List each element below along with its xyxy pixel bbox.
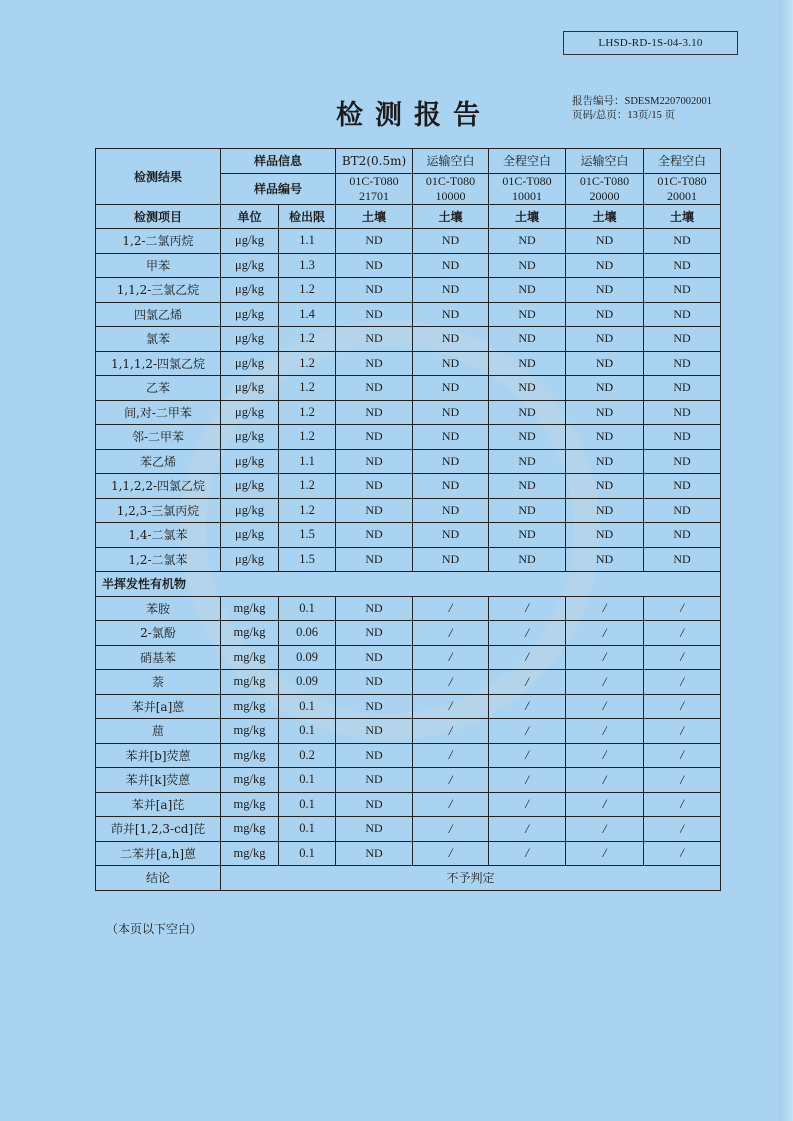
unit-cell: mg/kg [221, 645, 279, 670]
result-cell: ND [336, 792, 413, 817]
table-row [96, 351, 721, 376]
limit-cell: 1.2 [279, 400, 336, 425]
result-cell: / [489, 768, 566, 793]
result-cell: ND [644, 474, 721, 499]
result-cell: ND [336, 817, 413, 842]
result-cell: ND [644, 253, 721, 278]
unit-cell: μg/kg [221, 376, 279, 401]
result-cell: ND [644, 376, 721, 401]
result-cell: ND [566, 425, 644, 450]
result-cell: / [644, 645, 721, 670]
table-row [96, 400, 721, 425]
result-cell: / [413, 719, 489, 744]
result-cell: / [566, 719, 644, 744]
result-cell: / [566, 768, 644, 793]
sample-id: 01C-T080 21701 [336, 173, 413, 204]
result-cell: ND [413, 351, 489, 376]
result-cell: ND [644, 302, 721, 327]
result-cell: / [413, 621, 489, 646]
item-name: 茚并[1,2,3-cd]芘 [96, 817, 221, 842]
result-cell: ND [566, 229, 644, 254]
limit-cell: 0.2 [279, 743, 336, 768]
unit-cell: μg/kg [221, 253, 279, 278]
result-cell: ND [336, 400, 413, 425]
result-cell: ND [644, 400, 721, 425]
table-row [96, 425, 721, 450]
item-name: 1,1,2,2-四氯乙烷 [96, 474, 221, 499]
sample-matrix: 土壤 [413, 204, 489, 229]
result-cell: / [644, 670, 721, 695]
limit-cell: 0.1 [279, 841, 336, 866]
result-cell: ND [336, 327, 413, 352]
sample-id: 01C-T080 20001 [644, 173, 721, 204]
limit-cell: 1.4 [279, 302, 336, 327]
sample-name: 全程空白 [489, 149, 566, 174]
unit-cell: μg/kg [221, 449, 279, 474]
table-row [96, 327, 721, 352]
result-cell: ND [644, 449, 721, 474]
result-cell: ND [336, 670, 413, 695]
unit-cell: μg/kg [221, 302, 279, 327]
result-cell: / [489, 596, 566, 621]
item-name: 苯并[a]芘 [96, 792, 221, 817]
unit-cell: mg/kg [221, 670, 279, 695]
table-row [96, 645, 721, 670]
result-cell: ND [644, 523, 721, 548]
result-cell: ND [644, 547, 721, 572]
result-cell: ND [336, 351, 413, 376]
report-meta [572, 95, 712, 123]
unit-cell: mg/kg [221, 694, 279, 719]
result-cell: / [413, 792, 489, 817]
conclusion-row [96, 866, 721, 891]
table-row [96, 841, 721, 866]
result-cell: ND [336, 449, 413, 474]
item-name: 苯乙烯 [96, 449, 221, 474]
table-row [96, 670, 721, 695]
result-cell: / [489, 743, 566, 768]
result-cell: ND [566, 547, 644, 572]
results-label: 检测结果 [96, 149, 221, 205]
limit-cell: 0.09 [279, 670, 336, 695]
sample-name: BT2(0.5m) [336, 149, 413, 174]
result-cell: / [644, 719, 721, 744]
table-row [96, 694, 721, 719]
result-cell: ND [336, 425, 413, 450]
page-title: 检测报告 [336, 100, 492, 131]
item-name: 苯胺 [96, 596, 221, 621]
result-cell: / [644, 743, 721, 768]
item-name: 1,4-二氯苯 [96, 523, 221, 548]
result-cell: ND [336, 302, 413, 327]
result-cell: ND [336, 694, 413, 719]
result-cell: ND [413, 302, 489, 327]
table-row [96, 302, 721, 327]
result-cell: ND [336, 253, 413, 278]
table-row [96, 376, 721, 401]
result-cell: / [413, 841, 489, 866]
result-cell: ND [413, 327, 489, 352]
footnote: （本页以下空白） [106, 922, 203, 936]
item-name: 䓛 [96, 719, 221, 744]
item-name: 1,1,1,2-四氯乙烷 [96, 351, 221, 376]
conclusion-label: 结论 [96, 866, 221, 891]
item-name: 苯并[a]蒽 [96, 694, 221, 719]
limit-cell: 0.1 [279, 719, 336, 744]
result-cell: / [489, 792, 566, 817]
result-cell: ND [413, 425, 489, 450]
result-cell: ND [644, 425, 721, 450]
result-cell: / [566, 694, 644, 719]
header-row-1 [96, 149, 721, 174]
result-cell: / [413, 817, 489, 842]
item-name: 乙苯 [96, 376, 221, 401]
result-cell: / [489, 841, 566, 866]
result-cell: ND [336, 719, 413, 744]
result-cell: ND [489, 376, 566, 401]
unit-cell: μg/kg [221, 327, 279, 352]
result-cell: ND [489, 302, 566, 327]
limit-label: 检出限 [279, 204, 336, 229]
limit-cell: 0.1 [279, 768, 336, 793]
limit-cell: 1.2 [279, 474, 336, 499]
result-cell: ND [489, 425, 566, 450]
result-cell: / [566, 670, 644, 695]
table-row [96, 719, 721, 744]
item-label: 检测项目 [96, 204, 221, 229]
sample-id: 01C-T080 10001 [489, 173, 566, 204]
item-name: 1,2,3-三氯丙烷 [96, 498, 221, 523]
limit-cell: 0.06 [279, 621, 336, 646]
unit-cell: μg/kg [221, 351, 279, 376]
result-cell: / [413, 670, 489, 695]
item-name: 苯并[b]荧蒽 [96, 743, 221, 768]
paper-edge [779, 0, 793, 1121]
limit-cell: 1.2 [279, 425, 336, 450]
result-cell: ND [489, 327, 566, 352]
result-cell: / [566, 841, 644, 866]
result-cell: ND [644, 327, 721, 352]
result-cell: / [413, 768, 489, 793]
table-row [96, 229, 721, 254]
sample-id: 01C-T080 20000 [566, 173, 644, 204]
unit-cell: mg/kg [221, 719, 279, 744]
result-cell: / [489, 694, 566, 719]
result-cell: ND [644, 498, 721, 523]
limit-cell: 0.1 [279, 817, 336, 842]
result-cell: / [489, 621, 566, 646]
unit-cell: μg/kg [221, 278, 279, 303]
result-cell: ND [413, 523, 489, 548]
result-cell: ND [336, 474, 413, 499]
result-cell: / [566, 596, 644, 621]
result-cell: ND [566, 523, 644, 548]
unit-cell: mg/kg [221, 621, 279, 646]
limit-cell: 1.1 [279, 229, 336, 254]
result-cell: ND [644, 351, 721, 376]
result-cell: ND [566, 253, 644, 278]
limit-cell: 1.2 [279, 376, 336, 401]
results-table [95, 148, 721, 891]
result-cell: ND [413, 474, 489, 499]
item-name: 1,2-二氯丙烷 [96, 229, 221, 254]
sample-name: 全程空白 [644, 149, 721, 174]
item-name: 苯并[k]荧蒽 [96, 768, 221, 793]
result-cell: ND [413, 400, 489, 425]
limit-cell: 1.2 [279, 327, 336, 352]
unit-cell: mg/kg [221, 768, 279, 793]
result-cell: ND [413, 376, 489, 401]
result-cell: ND [566, 474, 644, 499]
unit-cell: mg/kg [221, 596, 279, 621]
result-cell: / [413, 596, 489, 621]
table-row [96, 768, 721, 793]
result-cell: ND [336, 621, 413, 646]
result-cell: ND [413, 229, 489, 254]
limit-cell: 1.3 [279, 253, 336, 278]
unit-label: 单位 [221, 204, 279, 229]
result-cell: ND [336, 498, 413, 523]
result-cell: / [489, 817, 566, 842]
result-cell: ND [336, 841, 413, 866]
item-name: 邻-二甲苯 [96, 425, 221, 450]
result-cell: ND [566, 302, 644, 327]
result-cell: ND [336, 547, 413, 572]
result-cell: ND [566, 278, 644, 303]
result-cell: / [489, 645, 566, 670]
result-cell: / [566, 621, 644, 646]
result-cell: / [644, 621, 721, 646]
result-cell: ND [489, 474, 566, 499]
table-row [96, 498, 721, 523]
item-name: 1,1,2-三氯乙烷 [96, 278, 221, 303]
result-cell: ND [566, 327, 644, 352]
limit-cell: 1.2 [279, 278, 336, 303]
limit-cell: 1.2 [279, 498, 336, 523]
unit-cell: μg/kg [221, 498, 279, 523]
limit-cell: 0.1 [279, 694, 336, 719]
result-cell: ND [413, 278, 489, 303]
sample-no-label: 样品编号 [221, 173, 336, 204]
result-cell: ND [413, 253, 489, 278]
result-cell: / [644, 768, 721, 793]
table-row [96, 817, 721, 842]
unit-cell: mg/kg [221, 743, 279, 768]
result-cell: ND [566, 351, 644, 376]
limit-cell: 1.1 [279, 449, 336, 474]
conclusion-value: 不予判定 [221, 866, 721, 891]
result-cell: / [644, 694, 721, 719]
result-cell: ND [336, 376, 413, 401]
result-cell: / [644, 596, 721, 621]
result-cell: ND [336, 596, 413, 621]
result-cell: ND [566, 449, 644, 474]
item-name: 硝基苯 [96, 645, 221, 670]
document-code: LHSD-RD-1S-04-3.10 [563, 31, 738, 55]
limit-cell: 1.5 [279, 547, 336, 572]
item-name: 萘 [96, 670, 221, 695]
limit-cell: 1.2 [279, 351, 336, 376]
result-cell: ND [644, 229, 721, 254]
result-cell: ND [489, 523, 566, 548]
limit-cell: 0.1 [279, 596, 336, 621]
result-cell: / [489, 719, 566, 744]
result-cell: / [644, 792, 721, 817]
result-cell: / [566, 645, 644, 670]
result-cell: / [566, 792, 644, 817]
item-name: 间,对-二甲苯 [96, 400, 221, 425]
result-cell: ND [566, 498, 644, 523]
header-row-3 [96, 204, 721, 229]
table-row [96, 449, 721, 474]
result-cell: ND [489, 400, 566, 425]
limit-cell: 1.5 [279, 523, 336, 548]
table-row [96, 621, 721, 646]
result-cell: ND [336, 743, 413, 768]
sample-matrix: 土壤 [566, 204, 644, 229]
result-cell: / [644, 841, 721, 866]
result-cell: ND [336, 645, 413, 670]
sample-id: 01C-T080 10000 [413, 173, 489, 204]
result-cell: ND [336, 768, 413, 793]
table-row [96, 547, 721, 572]
result-cell: ND [489, 229, 566, 254]
unit-cell: mg/kg [221, 841, 279, 866]
item-name: 1,2-二氯苯 [96, 547, 221, 572]
unit-cell: μg/kg [221, 547, 279, 572]
unit-cell: μg/kg [221, 474, 279, 499]
table-row [96, 523, 721, 548]
result-cell: ND [413, 498, 489, 523]
unit-cell: μg/kg [221, 229, 279, 254]
result-cell: ND [644, 278, 721, 303]
report-number: 报告编号：SDESM2207002001 [572, 96, 713, 107]
result-cell: / [489, 670, 566, 695]
result-cell: / [413, 743, 489, 768]
result-cell: ND [489, 351, 566, 376]
result-cell: ND [566, 400, 644, 425]
page-info: 页码/总页：13页/15 页 [572, 110, 675, 121]
unit-cell: μg/kg [221, 523, 279, 548]
table-row [96, 792, 721, 817]
limit-cell: 0.09 [279, 645, 336, 670]
item-name: 甲苯 [96, 253, 221, 278]
table-row [96, 596, 721, 621]
sample-info-label: 样品信息 [221, 149, 336, 174]
result-cell: ND [566, 376, 644, 401]
table-row [96, 474, 721, 499]
sample-name: 运输空白 [566, 149, 644, 174]
result-cell: ND [489, 278, 566, 303]
result-cell: ND [336, 523, 413, 548]
item-name: 二苯并[a,h]蒽 [96, 841, 221, 866]
result-cell: / [644, 817, 721, 842]
result-cell: / [413, 645, 489, 670]
result-cell: ND [489, 253, 566, 278]
sample-name: 运输空白 [413, 149, 489, 174]
result-cell: / [566, 817, 644, 842]
result-cell: ND [489, 498, 566, 523]
sample-matrix: 土壤 [336, 204, 413, 229]
result-cell: / [413, 694, 489, 719]
item-name: 氯苯 [96, 327, 221, 352]
unit-cell: mg/kg [221, 792, 279, 817]
unit-cell: μg/kg [221, 425, 279, 450]
table-row [96, 743, 721, 768]
result-cell: ND [336, 278, 413, 303]
item-name: 四氯乙烯 [96, 302, 221, 327]
result-cell: ND [413, 547, 489, 572]
section-label: 半挥发性有机物 [96, 572, 721, 597]
sample-matrix: 土壤 [489, 204, 566, 229]
section-row [96, 572, 721, 597]
result-cell: / [566, 743, 644, 768]
unit-cell: μg/kg [221, 400, 279, 425]
result-cell: ND [336, 229, 413, 254]
sample-matrix: 土壤 [644, 204, 721, 229]
table-row [96, 253, 721, 278]
result-cell: ND [489, 547, 566, 572]
table-row [96, 278, 721, 303]
limit-cell: 0.1 [279, 792, 336, 817]
unit-cell: mg/kg [221, 817, 279, 842]
item-name: 2-氯酚 [96, 621, 221, 646]
result-cell: ND [413, 449, 489, 474]
result-cell: ND [489, 449, 566, 474]
